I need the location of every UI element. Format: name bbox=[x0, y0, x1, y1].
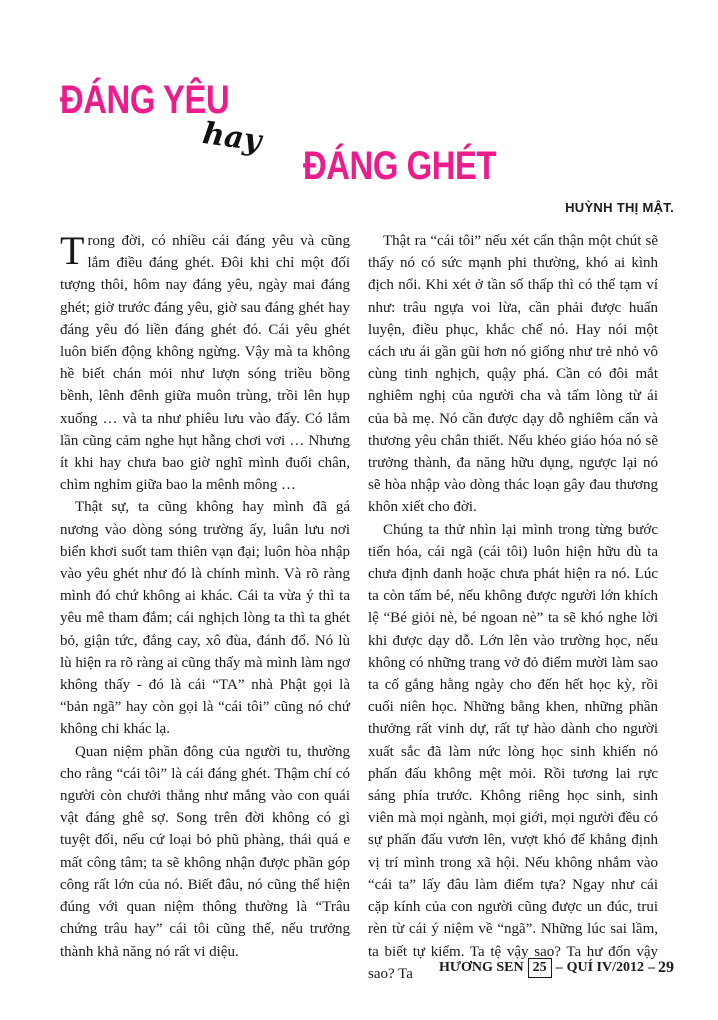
page-separator: – bbox=[648, 960, 655, 975]
left-column bbox=[60, 230, 350, 963]
paragraph-1-text: rong đời, có nhiều cái đáng yêu và cũng lắm điều đáng ghét. Đôi khi chỉ một đối tượng thôi, hôm nay đáng yêu, ngày mai đáng ghét; giờ trước đáng yêu, giờ sau đáng ghét hay đáng yêu đó liền đáng ghét đó. Cái yêu ghét luôn biến động không ngừng. Vậy mà ta không hề biết chán mỏi như lượn sóng triều bồng bềnh, lênh đênh giữa muôn trùng, trồi lên hụp xuống … và ta như phiêu lưu vào đấy. Có lắm lần cũng cảm nghe hụt hẫng chơi vơi … Nhưng ít khi hay chưa bao giờ nghĩ mình đuối chân, chìm nghỉm giữa bao la mênh mông … bbox=[60, 233, 350, 494]
article-title-line1: ĐÁNG YÊU bbox=[60, 78, 230, 122]
right-column bbox=[368, 230, 658, 985]
issue-label: QUÍ IV/2012 bbox=[566, 960, 644, 975]
paragraph-1 bbox=[60, 230, 350, 496]
issue-number-box: 25 bbox=[528, 958, 552, 978]
magazine-name: HƯƠNG SEN bbox=[438, 960, 524, 975]
drop-cap: T bbox=[60, 228, 85, 273]
article-author: HUỲNH THỊ MẬT. bbox=[565, 200, 674, 215]
paragraph-5: Chúng ta thử nhìn lại mình trong từng bước tiến hóa, cái ngã (cái tôi) luôn hiện hữu dù ta chưa định danh hoặc chưa phát hiện ra nó. Lúc ta còn tấm bé, nếu không được người lớn khích lệ “Bé giỏi nè, bé ngoan nè” ta sẽ khó nghe lời khi được dạy dỗ. Lớn lên vào trường học, nếu không có những trang vở đỏ điểm mười làm sao ta cố gắng hằng ngày cho đến hết học kỳ, rồi cuối niên học. Những bằng khen, những phần thưởng rất vinh dự, rất tự hào dành cho người xuất sắc đã làm nức lòng học sinh khiến nó phấn đấu không mệt mỏi. Rồi tương lai rực sáng phía trước. Không riêng học sinh, sinh viên mà mọi ngành, mọi giới, mọi người đều có sự phấn đấu vươn lên, vượt khó để khẳng định vị trí mình trong xã hội. Nếu không nhắm vào “cái ta” lấy đâu làm điểm tựa? Ngay như cái cặp kính của con người cũng được un đúc, trui rèn từ cái ý niệm về “ngã”. Những lúc sai lầm, ta biết tự kiểm. Ta tệ vậy sao? Ta hư đốn vậy sao? Ta bbox=[368, 521, 658, 982]
article-title-connector: hay bbox=[200, 116, 264, 159]
page-footer bbox=[439, 958, 674, 978]
paragraph-2: Thật sự, ta cũng không hay mình đã gá nương vào dòng sóng trường ấy, luân lưu nơi biển khơi suốt tam thiên vạn đại; luôn hòa nhập vào yêu ghét như đó là chính mình. Và rõ ràng mình đó chứ không ai khác. Cái ta vừa ý thì ta yêu mê tham đắm; cái nghịch lòng ta thì ta ghét bỏ, giận tức, đắng cay, xô đùa, đánh đổ. Nó lù lù hiện ra rõ ràng ai cũng thấy mà mình làm ngơ không thấy - đó là cái “TA” nhà Phật gọi là “bản ngã” hay còn gọi là “cái tôi” cũng nó chứ không chi khác lạ. bbox=[60, 499, 350, 738]
paragraph-4: Thật ra “cái tôi” nếu xét cẩn thận một chút sẽ thấy nó có sức mạnh phi thường, khó ai kình địch nổi. Khi xét ở tần số thấp thì có thể tạm ví như: trâu ngựa voi lừa, cần phải được huấn luyện, điều phục, khắc chế nó. Hay nói một cách ưu ái gần gũi hơn nó giống như trẻ nhỏ vô cùng tinh nghịch, quậy phá. Cần có đôi mắt nghiêm nghị của người cha và tấm lòng từ ái của bà mẹ. Nó cần được dạy dỗ nghiêm cẩn và thương yêu chân thiết. Nếu khéo giáo hóa nó sẽ trưởng thành, đa năng hữu dụng, ngược lại nó sẽ hòa nhập vào dòng thác loạn gây đau thương khôn xiết cho đời. bbox=[368, 233, 658, 516]
page-number: 29 bbox=[658, 959, 674, 976]
article-title-line2: ĐÁNG GHÉT bbox=[303, 144, 497, 188]
footer-separator: – bbox=[555, 960, 563, 975]
paragraph-3: Quan niệm phần đông của người tu, thường cho rằng “cái tôi” là cái đáng ghét. Thậm chí có người còn chưởi thẳng như mắng vào con quái vật đáng ghê sợ. Song trên đời không có gì tuyệt đối, nếu cứ loại bỏ phũ phàng, thái quá e mất công tâm; ta sẽ không nhận được phần góp công rất lớn của nó. Biết đâu, nó cũng thể hiện đúng với quan niệm thông thường là “Trâu chứng trâu hay” cái tôi cũng thế, nếu trưởng thành khả năng nó rất vi diệu. bbox=[60, 743, 350, 960]
